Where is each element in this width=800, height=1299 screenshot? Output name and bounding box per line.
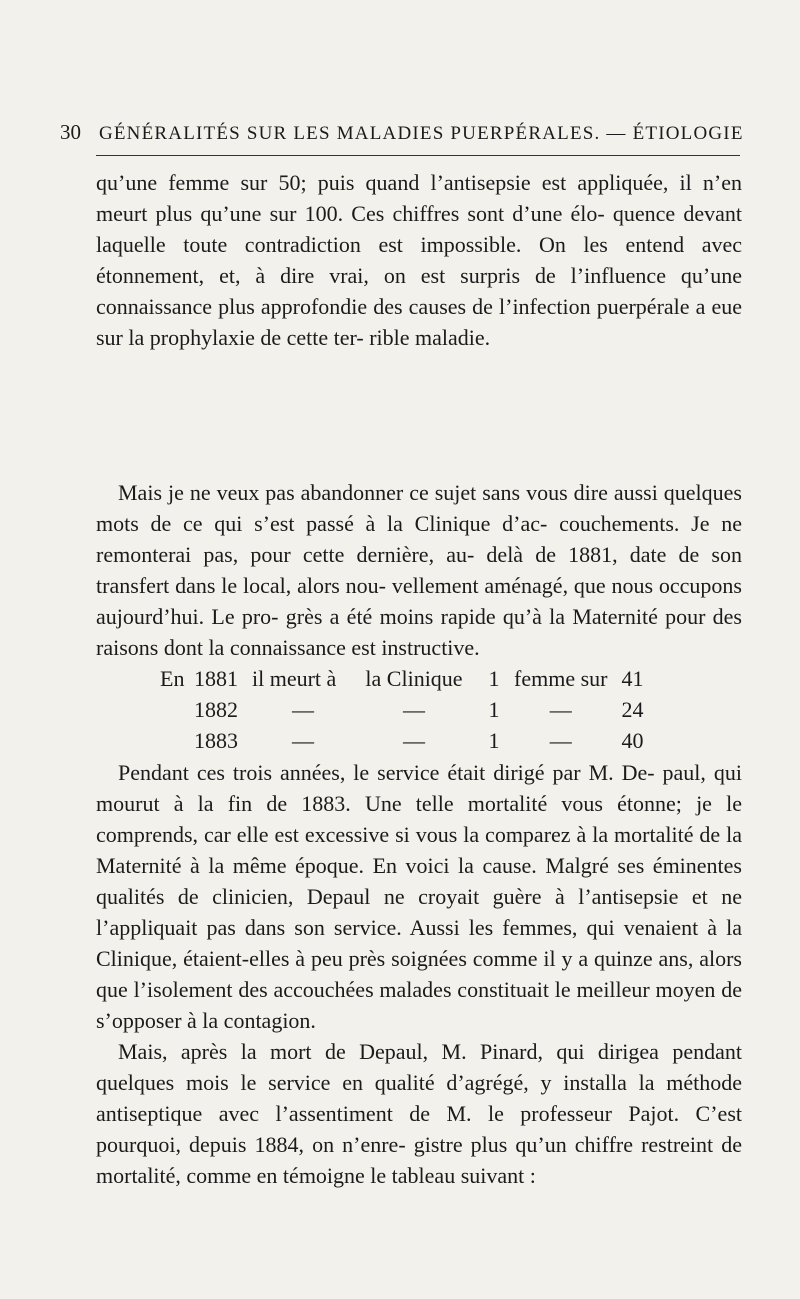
row-mid: — xyxy=(292,727,314,753)
body-text-middle xyxy=(96,477,742,663)
table-row xyxy=(160,694,643,725)
page-number: 30 xyxy=(60,120,81,144)
table-row xyxy=(160,663,643,694)
row-total: 24 xyxy=(621,696,644,722)
row-total: 41 xyxy=(621,665,644,691)
paragraph-1: qu’une femme sur 50; puis quand l’antisepsie est appliquée, il n’en meurt plus qu’une sur 100. Ces chiffres sont d’une élo- quence devant laquelle toute contradiction est impossible. On les entend avec étonnement, et, à dire vrai, on est surpris de l’influence qu’une connaissance plus approfondie des causes de l’infection puerpérale a eue sur la prophylaxie de cette ter- rible maladie. xyxy=(96,170,742,350)
row-mid: — xyxy=(292,696,314,722)
row-one: 1 xyxy=(488,727,500,753)
running-title: GÉNÉRALITÉS SUR LES MALADIES PUERPÉRALES. — ÉTIOLOGIE xyxy=(98,123,744,144)
row-place: — xyxy=(403,727,425,753)
row-year: 1882 xyxy=(194,696,238,722)
paragraph-3: Pendant ces trois années, le service était dirigé par M. De- paul, qui mourut à la fin de 1883. Une telle mortalité vous étonne; je le comprends, car elle est excessive si vous la comparez à la mortalité de la Maternité à la même époque. En voici la cause. Malgré ses éminentes qualités de clinicien, Depaul ne croyait guère à l’antisepsie et ne l’appliquait pas dans son service. Aussi les femmes, qui venaient à la Clinique, étaient-elles à peu près soignées comme il y a quinze ans, alors que l’isolement des accouchées malades constituait le meilleur moyen de s’opposer à la contagion. xyxy=(96,760,742,1033)
row-lead: En xyxy=(160,665,185,691)
row-mid: il meurt à xyxy=(252,665,337,691)
row-place: — xyxy=(403,696,425,722)
row-sep: — xyxy=(549,696,572,722)
row-one: 1 xyxy=(488,665,500,691)
row-lead xyxy=(160,725,194,756)
row-year: 1881 xyxy=(194,665,238,691)
row-sep: femme sur xyxy=(514,665,608,691)
paragraph-2: Mais je ne veux pas abandonner ce sujet sans vous dire aussi quelques mots de ce qui s’est passé à la Clinique d’ac- couchements. Je ne remonterai pas, pour cette dernière, au- delà de 1881, date de son transfert dans le local, alors nou- vellement aménagé, que nous occupons aujourd’hui. Le pro- grès a été moins rapide qu’à la Maternité pour des raisons dont la connaissance est instructive. xyxy=(96,480,742,660)
body-text-bottom xyxy=(96,757,742,1191)
row-sep: — xyxy=(549,727,572,753)
header-rule xyxy=(96,155,740,156)
row-year: 1883 xyxy=(194,727,238,753)
row-place: la Clinique xyxy=(365,665,463,691)
row-one: 1 xyxy=(488,696,500,722)
running-header xyxy=(60,120,744,145)
table-row xyxy=(160,725,643,756)
row-total: 40 xyxy=(621,727,644,753)
row-lead xyxy=(160,694,194,725)
body-text-top xyxy=(96,167,742,353)
paragraph-4: Mais, après la mort de Depaul, M. Pinard, qui dirigea pendant quelques mois le service en qualité d’agrégé, y installa la méthode antiseptique avec l’assentiment de M. le professeur Pajot. C’est pourquoi, depuis 1884, on n’enre- gistre plus qu’un chiffre restreint de mortalité, comme en témoigne le tableau suivant : xyxy=(96,1039,742,1188)
mortality-table xyxy=(160,663,643,756)
